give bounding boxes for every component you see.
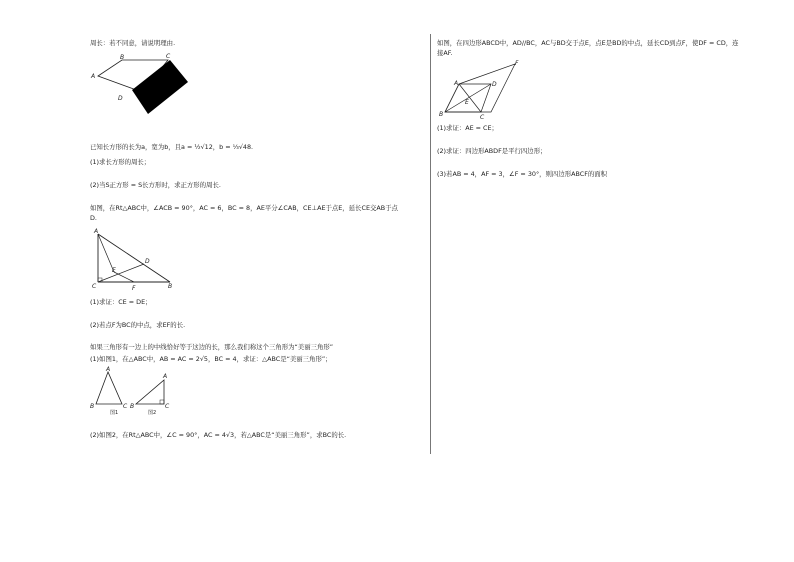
fig1-label-B: B <box>120 54 125 61</box>
figure-triangle-1 <box>90 366 135 416</box>
shaded-rectangle <box>132 60 188 114</box>
fig4b-label-B: B <box>130 403 135 410</box>
column-divider <box>430 34 431 454</box>
fig4a-label-B: B <box>90 403 95 410</box>
q5-stem-line2: 接AF. <box>437 49 453 57</box>
fig1-label-D: D <box>118 95 123 102</box>
figure-parallelogram-rect <box>90 52 200 112</box>
q4-part2: (2)如图2，在Rt△ABC中，∠C = 90°，AC = 4√3，若△ABC是“美丽三角形”，求BC的长. <box>90 431 347 439</box>
q2-stem: 已知长方形的长为a，宽为b，且a = ½√12，b = ⅓√48. <box>90 143 254 151</box>
q3-part2: (2)若点F为BC的中点，求EF的长. <box>90 321 186 329</box>
fig3-label-B: B <box>168 283 173 290</box>
figure-right-triangle <box>90 228 180 292</box>
q3-stem-line1: 如图，在Rt△ABC中，∠ACB = 90°，AC = 6，BC = 8，AE平分∠CAB，CE⊥AE于点E，延长CE交AB于点 <box>90 204 398 212</box>
figure-triangle-2 <box>132 366 177 416</box>
fig4b-label-A: A <box>163 373 168 380</box>
q4-part1: (1)如图1，在△ABC中，AB = AC = 2√5，BC = 4，求证：△ABC是“美丽三角形”； <box>90 355 332 363</box>
fig3-label-A: A <box>94 228 99 235</box>
fig5-label-D: D <box>492 81 497 88</box>
fig4a-label-C: C <box>123 403 128 410</box>
q5-part1: (1)求证：AE = CE； <box>437 124 498 132</box>
fig1-label-A: A <box>91 73 96 80</box>
q5-part2: (2)求证：四边形ABDF是平行四边形； <box>437 147 547 155</box>
fig5-label-B: B <box>439 111 444 118</box>
fig3-label-E: E <box>112 267 116 274</box>
fig3-label-D: D <box>145 258 150 265</box>
q5-stem-line1: 如图，在四边形ABCD中，AD//BC，AC与BD交于点E，点E是BD的中点，延长CD到点F，使DF = CD，连 <box>437 39 739 47</box>
q3-part1: (1)求证：CE = DE； <box>90 298 152 306</box>
fig5-label-E: E <box>465 99 469 106</box>
fig1-label-C: C <box>166 53 171 60</box>
fig4b-label-C: C <box>165 403 170 410</box>
fig3-label-F: F <box>132 285 136 292</box>
figure-quadrilateral <box>437 60 527 120</box>
fig3-label-C: C <box>92 283 97 290</box>
fig4b-caption: 图2 <box>148 410 157 416</box>
fig5-label-A: A <box>454 80 459 87</box>
fig5-label-F: F <box>515 60 519 67</box>
q4-stem: 如果三角形有一边上的中线恰好等于这边的长，那么我们称这个三角形为“美丽三角形” <box>90 343 334 351</box>
fig4a-caption: 图1 <box>110 410 119 416</box>
q3-stem-line2: D. <box>90 214 97 222</box>
q5-part3: (3)若AB = 4，AF = 3，∠F = 30°，则四边形ABCF的面积 <box>437 170 608 178</box>
fig4a-label-A: A <box>106 366 111 373</box>
q1-tail-text: 周长：若不同意，请说明理由. <box>90 39 176 47</box>
q2-part2: (2)当S正方形 = S长方形时，求正方形的周长. <box>90 181 221 189</box>
q2-part1: (1)求长方形的周长； <box>90 158 151 166</box>
fig5-label-C: C <box>480 114 485 121</box>
